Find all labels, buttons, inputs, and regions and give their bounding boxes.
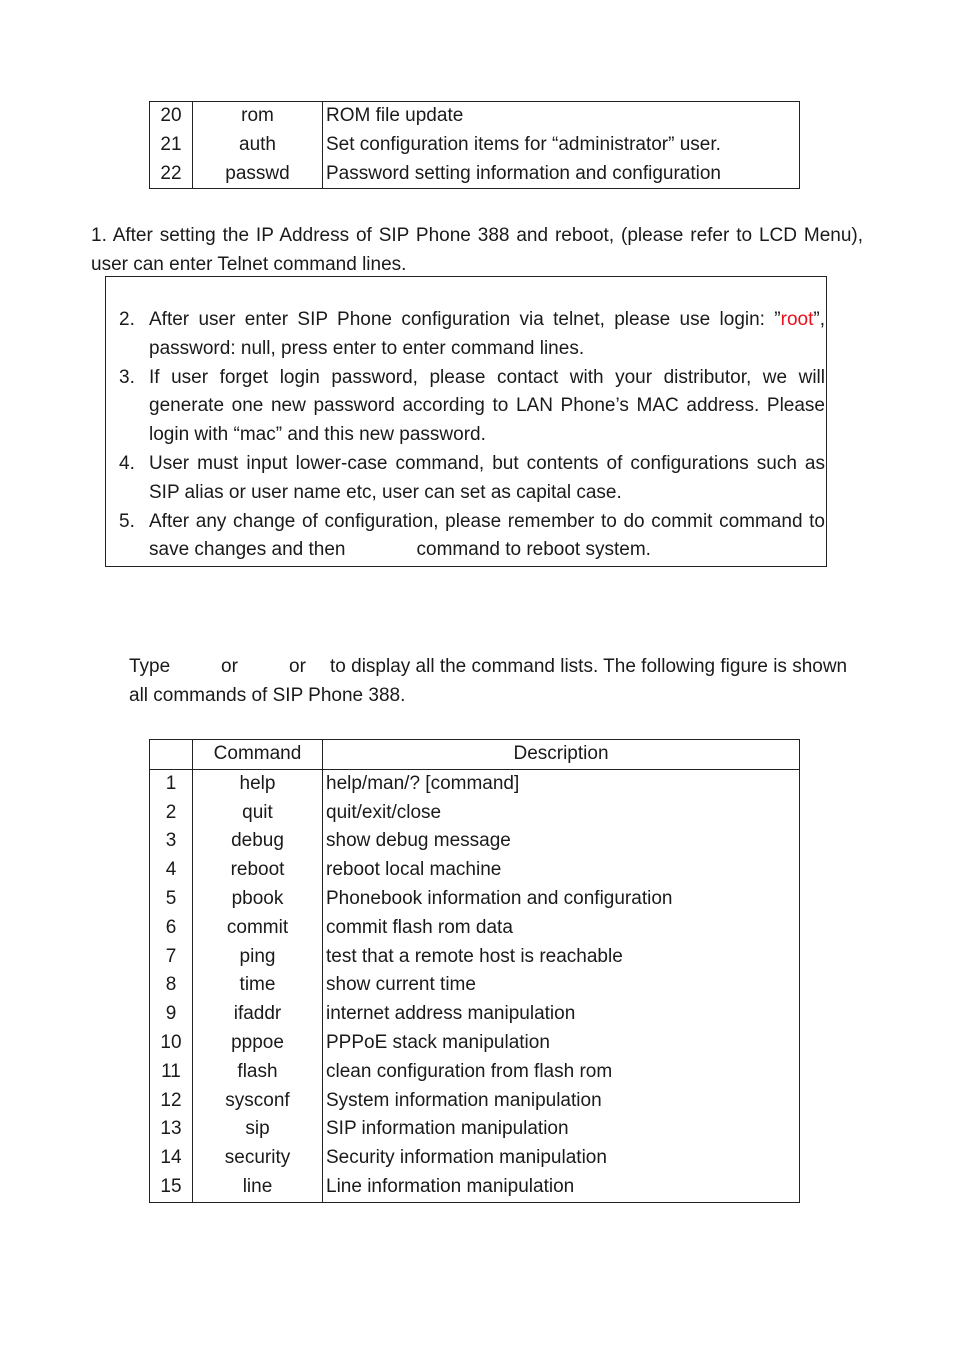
row-number: 3 <box>150 827 193 856</box>
note-number: 3. <box>119 366 135 388</box>
command-name: auth <box>193 131 323 160</box>
table-row <box>150 827 800 856</box>
row-number: 4 <box>150 856 193 885</box>
note-line: login with “mac” and this new password. <box>149 424 486 446</box>
command-description: Security information manipulation <box>326 1147 607 1169</box>
top-command-table <box>149 101 800 189</box>
command-name: time <box>193 971 323 1000</box>
note-line: generate one new password according to LAN Phone’s MAC address. Please <box>149 395 825 417</box>
type-word: Type <box>129 656 171 677</box>
row-number: 20 <box>150 102 193 131</box>
table-row <box>150 885 800 914</box>
row-number: 11 <box>150 1058 193 1087</box>
command-name: commit <box>193 914 323 943</box>
table-row <box>150 856 800 885</box>
command-description: quit/exit/close <box>326 801 442 823</box>
note-number: 2. <box>119 309 135 330</box>
command-table-header <box>150 740 800 770</box>
row-number: 5 <box>150 885 193 914</box>
header-description: Description <box>323 740 800 770</box>
note-line: password: null, press enter to enter command lines. <box>149 337 585 359</box>
command-name: pbook <box>193 885 323 914</box>
command-name: passwd <box>193 160 323 189</box>
or-word-2: or <box>289 656 306 677</box>
table-row <box>150 1029 800 1058</box>
command-description: test that a remote host is reachable <box>326 945 623 967</box>
command-description: reboot local machine <box>326 859 502 881</box>
note-line: User must input lower-case command, but contents of configurations such as <box>149 453 825 474</box>
command-description: SIP information manipulation <box>326 1118 569 1140</box>
note-number: 5. <box>119 510 135 532</box>
command-name: sysconf <box>193 1087 323 1116</box>
login-root-value: root <box>780 309 814 330</box>
command-description: show debug message <box>326 830 511 852</box>
command-name: debug <box>193 827 323 856</box>
note-line: After any change of configuration, please remember to do commit command to <box>149 510 825 532</box>
note-item-3 <box>119 364 825 450</box>
table-row <box>150 914 800 943</box>
command-description: System information manipulation <box>326 1089 602 1111</box>
table-row <box>150 131 800 160</box>
intro-line-2: user can enter Telnet command lines. <box>91 254 407 275</box>
command-description: commit flash rom data <box>326 916 513 938</box>
command-description: clean configuration from flash rom <box>326 1060 613 1082</box>
header-number <box>150 740 193 770</box>
or-word-1: or <box>221 656 238 677</box>
row-number: 1 <box>150 769 193 798</box>
table-row <box>150 769 800 798</box>
row-number: 10 <box>150 1029 193 1058</box>
command-description: internet address manipulation <box>326 1003 576 1025</box>
note-line: After user enter SIP Phone configuration via telnet, please use login: ”root”, <box>149 309 825 330</box>
table-row <box>150 1144 800 1173</box>
intro-paragraph <box>91 221 863 279</box>
command-name: line <box>193 1173 323 1202</box>
table-row <box>150 1173 800 1202</box>
note-line: SIP alias or user name etc, user can set as capital case. <box>149 481 622 503</box>
note-item-5 <box>119 508 825 566</box>
command-name: reboot <box>193 856 323 885</box>
command-name: security <box>193 1144 323 1173</box>
table-row <box>150 1087 800 1116</box>
command-description: Set configuration items for “administrator” user. <box>326 133 721 155</box>
row-number: 9 <box>150 1000 193 1029</box>
type-rest: to display all the command lists. The following figure is shown <box>330 656 848 677</box>
command-name: ifaddr <box>193 1000 323 1029</box>
note-item-2 <box>119 306 825 364</box>
table-row <box>150 943 800 972</box>
command-name: sip <box>193 1115 323 1144</box>
table-row <box>150 1115 800 1144</box>
command-description: ROM file update <box>326 105 464 126</box>
row-number: 7 <box>150 943 193 972</box>
command-description: Line information manipulation <box>326 1175 575 1197</box>
row-number: 14 <box>150 1144 193 1173</box>
command-name: quit <box>193 799 323 828</box>
command-name: ping <box>193 943 323 972</box>
row-number: 21 <box>150 131 193 160</box>
type-line-2: all commands of SIP Phone 388. <box>129 685 406 706</box>
note-number: 4. <box>119 453 135 474</box>
command-description: Phonebook information and configuration <box>326 887 673 909</box>
note-item-4 <box>119 450 825 508</box>
table-row <box>150 102 800 131</box>
table-row <box>150 1058 800 1087</box>
row-number: 12 <box>150 1087 193 1116</box>
command-description: help/man/? [command] <box>326 772 520 794</box>
command-description: show current time <box>326 974 476 996</box>
row-number: 22 <box>150 160 193 189</box>
command-name: flash <box>193 1058 323 1087</box>
table-row <box>150 971 800 1000</box>
command-description: Password setting information and configuration <box>326 162 722 184</box>
header-command: Command <box>193 740 323 770</box>
command-list-table <box>149 739 800 1203</box>
table-row <box>150 1000 800 1029</box>
command-name: rom <box>193 102 323 131</box>
intro-line-1: 1. After setting the IP Address of SIP Phone 388 and reboot, (please refer to LCD Menu), <box>91 225 863 246</box>
row-number: 6 <box>150 914 193 943</box>
row-number: 2 <box>150 799 193 828</box>
top-table-body <box>150 102 800 189</box>
row-number: 13 <box>150 1115 193 1144</box>
row-number: 15 <box>150 1173 193 1202</box>
note-line: save changes and then command to reboot system. <box>149 539 651 561</box>
note-line: If user forget login password, please contact with your distributor, we will <box>149 366 825 388</box>
command-table-body <box>150 769 800 1202</box>
command-name: pppoe <box>193 1029 323 1058</box>
table-row <box>150 799 800 828</box>
table-row <box>150 160 800 189</box>
row-number: 8 <box>150 971 193 1000</box>
type-paragraph <box>129 652 869 710</box>
command-description: PPPoE stack manipulation <box>326 1031 550 1053</box>
notes-box <box>105 276 827 567</box>
command-name: help <box>193 769 323 798</box>
